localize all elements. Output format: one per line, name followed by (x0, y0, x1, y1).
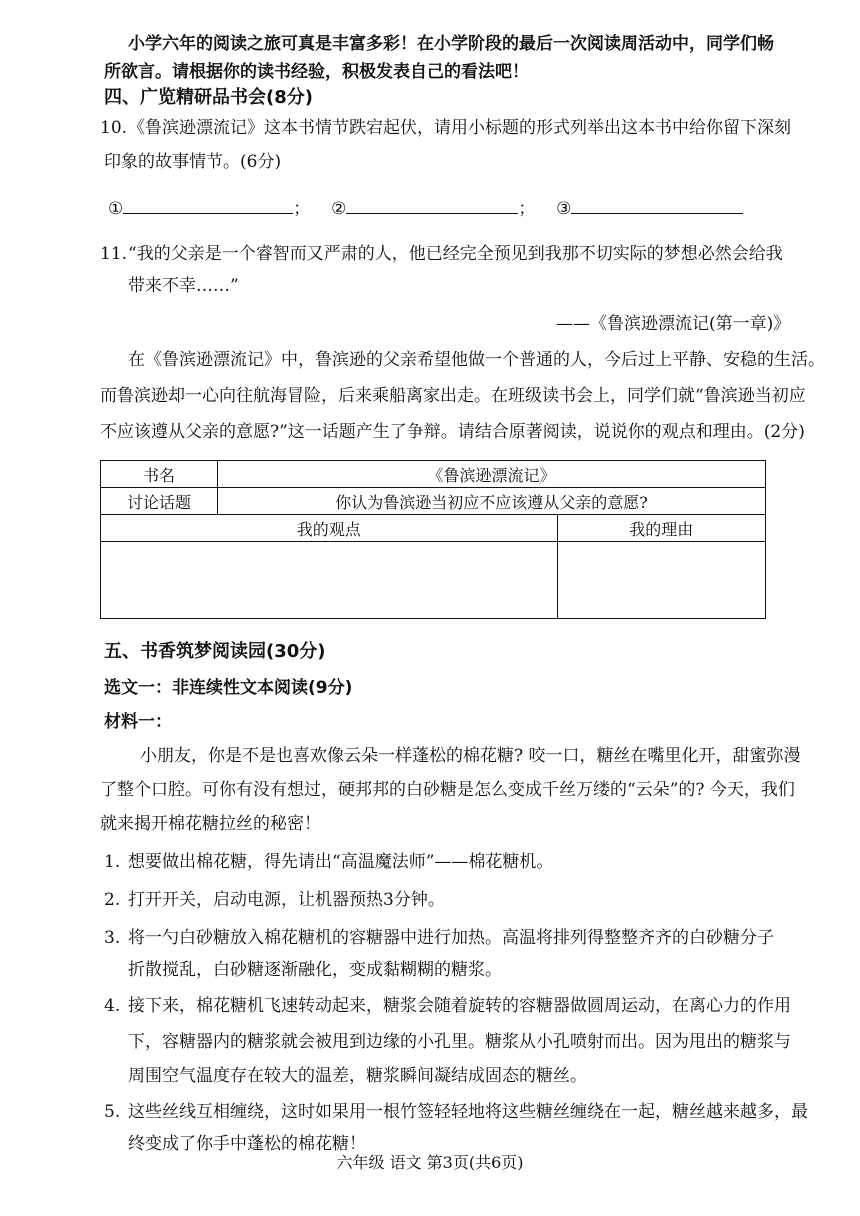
book-name-label: 书名 (101, 461, 218, 488)
material-paragraph-line-3: 就来揭开棉花糖拉丝的秘密！ (100, 814, 321, 834)
blank-marker-1: ① (108, 199, 124, 219)
my-reason-answer-cell[interactable] (557, 542, 765, 619)
q10-answer-blanks (108, 195, 743, 221)
intro-line-2: 所欲言。请根据你的读书经验，积极发表自己的看法吧！ (104, 62, 529, 82)
q11-quote-source: ——《鲁滨逊漂流记(第一章)》 (556, 314, 791, 334)
step-1-text: 想要做出棉花糖，得先请出“高温魔法师”——棉花糖机。 (128, 852, 554, 872)
intro-line-1: 小学六年的阅读之旅可真是丰富多彩！在小学阶段的最后一次阅读周活动中，同学们畅 (128, 34, 774, 54)
step-4-line-1: 接下来，棉花糖机飞速转动起来，糖浆会随着旋转的容糖器做圆周运动，在离心力的作用 (128, 996, 791, 1016)
material-paragraph-line-1: 小朋友，你是不是也喜欢像云朵一样蓬松的棉花糖? 咬一口，糖丝在嘴里化开，甜蜜弥漫 (140, 746, 801, 766)
answer-blank-3[interactable] (571, 195, 743, 214)
section-5-title: 五、书香筑梦阅读园(30分) (104, 641, 326, 662)
q10-line-1: 《鲁滨逊漂流记》这本书情节跌宕起伏，请用小标题的形式列举出这本书中给你留下深刻 (128, 118, 791, 138)
q10-line-2: 印象的故事情节。(6分) (104, 152, 282, 172)
q11-quote-line-1: “我的父亲是一个睿智而又严肃的人，他已经完全预见到我那不切实际的梦想必然会给我 (128, 244, 783, 264)
step-1-number: 1. (104, 852, 121, 872)
page-footer: 六年级 语文 第3页(共6页) (336, 1153, 524, 1172)
discussion-topic-value: 你认为鲁滨逊当初应不应该遵从父亲的意愿? (218, 488, 766, 515)
q11-quote-line-2: 带来不幸……” (128, 276, 239, 296)
q11-paragraph-line-1: 在《鲁滨逊漂流记》中，鲁滨逊的父亲希望他做一个普通的人，今后过上平静、安稳的生活。 (128, 350, 825, 370)
step-5-line-2: 终变成了你手中蓬松的棉花糖！ (128, 1134, 366, 1154)
step-4-line-3: 周围空气温度存在较大的温差，糖浆瞬间凝结成固态的糖丝。 (128, 1066, 587, 1086)
step-3-line-1: 将一勺白砂糖放入棉花糖机的容糖器中进行加热。高温将排列得整整齐齐的白砂糖分子 (128, 928, 774, 948)
blank-marker-2: ② (331, 199, 347, 219)
step-4-line-2: 下，容糖器内的糖浆就会被甩到边缘的小孔里。糖浆从小孔喷射而出。因为甩出的糖浆与 (128, 1032, 791, 1052)
q10-number: 10. (100, 118, 128, 138)
section-5-subtitle: 选文一：非连续性文本阅读(9分) (104, 678, 353, 698)
section-4-title: 四、广览精研品书会(8分) (104, 87, 313, 108)
book-name-value: 《鲁滨逊漂流记》 (218, 461, 766, 488)
my-view-answer-cell[interactable] (101, 542, 558, 619)
my-reason-header: 我的理由 (557, 515, 765, 542)
q11-paragraph-line-3: 不应该遵从父亲的意愿?”这一话题产生了争辩。请结合原著阅读，说说你的观点和理由。(2分) (100, 422, 805, 442)
step-3-line-2: 折散搅乱，白砂糖逐渐融化，变成黏糊糊的糖浆。 (128, 960, 502, 980)
blank-marker-3: ③ (556, 199, 572, 219)
step-2-number: 2. (104, 890, 121, 910)
step-2-text: 打开开关，启动电源，让机器预热3分钟。 (128, 890, 445, 910)
blank-separator-2: ； (518, 199, 536, 219)
material-label: 材料一： (104, 712, 172, 732)
answer-blank-2[interactable] (346, 195, 518, 214)
answer-blank-1[interactable] (123, 195, 293, 214)
blank-separator-1: ； (293, 199, 311, 219)
material-paragraph-line-2: 了整个口腔。可你有没有想过，硬邦邦的白砂糖是怎么变成千丝万缕的“云朵”的? 今天，我们 (100, 780, 795, 800)
my-view-header: 我的观点 (101, 515, 558, 542)
step-5-number: 5. (104, 1102, 121, 1122)
q11-number: 11. (100, 244, 128, 264)
step-5-line-1: 这些丝线互相缠绕，这时如果用一根竹签轻轻地将这些糖丝缠绕在一起，糖丝越来越多，最 (128, 1102, 808, 1122)
reading-discussion-table (100, 460, 766, 619)
step-3-number: 3. (104, 928, 121, 948)
discussion-topic-label: 讨论话题 (101, 488, 218, 515)
q11-paragraph-line-2: 而鲁滨逊却一心向往航海冒险，后来乘船离家出走。在班级读书会上，同学们就“鲁滨逊当初应 (100, 386, 806, 406)
step-4-number: 4. (104, 996, 121, 1016)
